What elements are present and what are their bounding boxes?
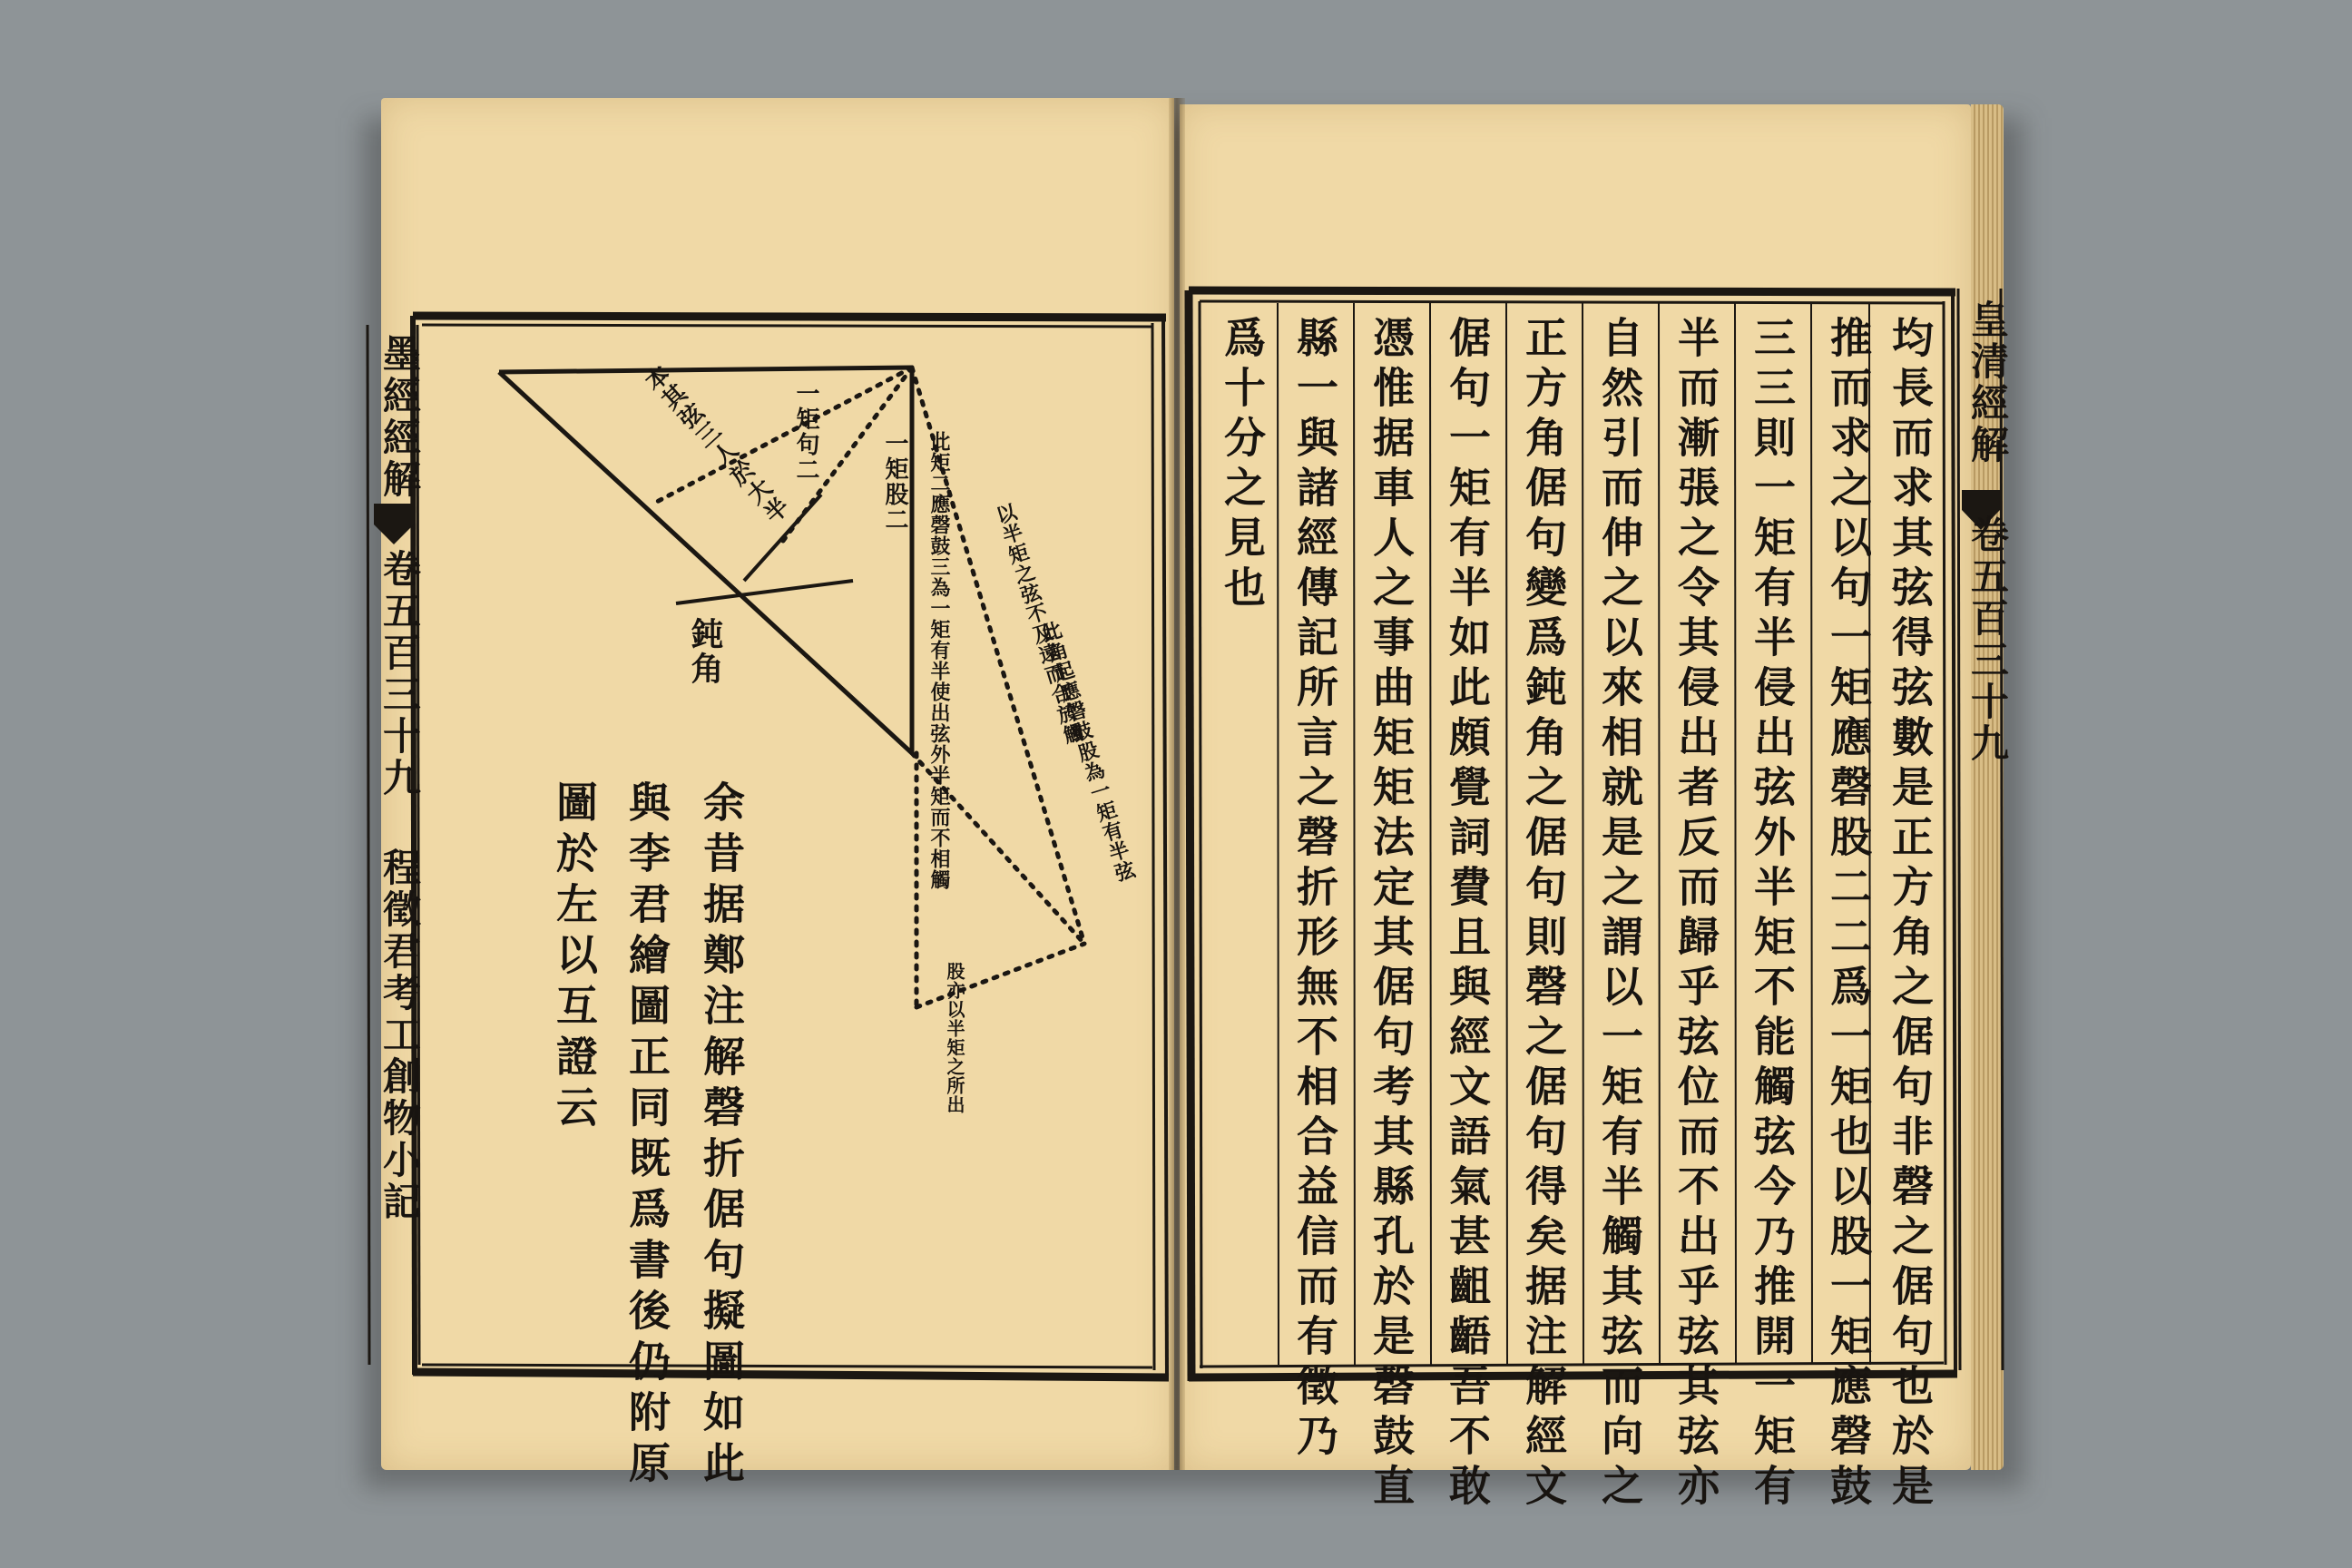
text-column-7: 倨句一矩有半如此頗覺詞費且與經文語氣甚齟齬吾不敢 [1443,316,1492,1514]
text-column-5: 自然引而伸之以來相就是之謂以一矩有半觸其弦而向之 [1595,316,1644,1514]
diagram-label-gu: 一矩股二 [881,431,908,533]
text-column-9: 縣一與諸經傳記所言之磬折形無不相合益信而有徵乃 [1290,316,1339,1464]
text-column-4: 半而漸張之令其侵出者反而歸乎弦位而不出乎弦其弦亦 [1671,316,1720,1514]
text-column-2: 推而求之以句一矩應磬股二二爲一矩也以股一矩應磬鼓 [1824,316,1873,1514]
diagram-label-hypotenuse: 本其弦三人於大半 [637,360,794,531]
text-column-8: 憑惟据車人之事曲矩矩法定其倨句考其縣孔於是磬鼓直 [1367,316,1416,1514]
diagram-label-ju: 一矩句二 [792,381,819,483]
diagram-label-dotted-3: 此角起應磬鼓股為一矩有半弦 [1035,618,1139,886]
text-column-10: 爲十分之見也 [1218,316,1267,615]
note-column-1: 余昔据鄭注解磬折倨句擬圖如此 [697,780,746,1492]
diagram-label-obtuse-angle: 鈍角 [686,617,724,686]
text-column-6: 正方角倨句變爲鈍角之倨句則磬之倨句得矣据注解經文 [1519,316,1568,1514]
note-column-3: 圖於左以互證云 [550,780,599,1136]
diagram-label-dotted-2: 以半矩之弦不及遠而合於觸 [990,500,1087,748]
left-frame [368,316,1169,1377]
left-margin-tab: 墨經經解 卷五百三十九 程徵君考工創物小記 [377,334,422,1223]
note-column-2: 與李君繪圖正同既爲書後仍附原 [622,780,671,1492]
text-column-1: 均長而求其弦得弦數是正方角之倨句非磬之倨句也於是 [1886,316,1935,1514]
diagram-label-dotted-1: 此矩二應磬鼓三為一矩有半使出弦外半矩而不相觸 [927,431,951,890]
diagram-label-dotted-4: 股亦以半矩之所出 [944,962,965,1114]
text-column-3: 三三則一矩有半侵出弦外半矩不能觸弦今乃推開一矩有 [1748,316,1797,1514]
right-margin-tab: 皇清經解 卷五百三十九 [1965,299,2010,765]
